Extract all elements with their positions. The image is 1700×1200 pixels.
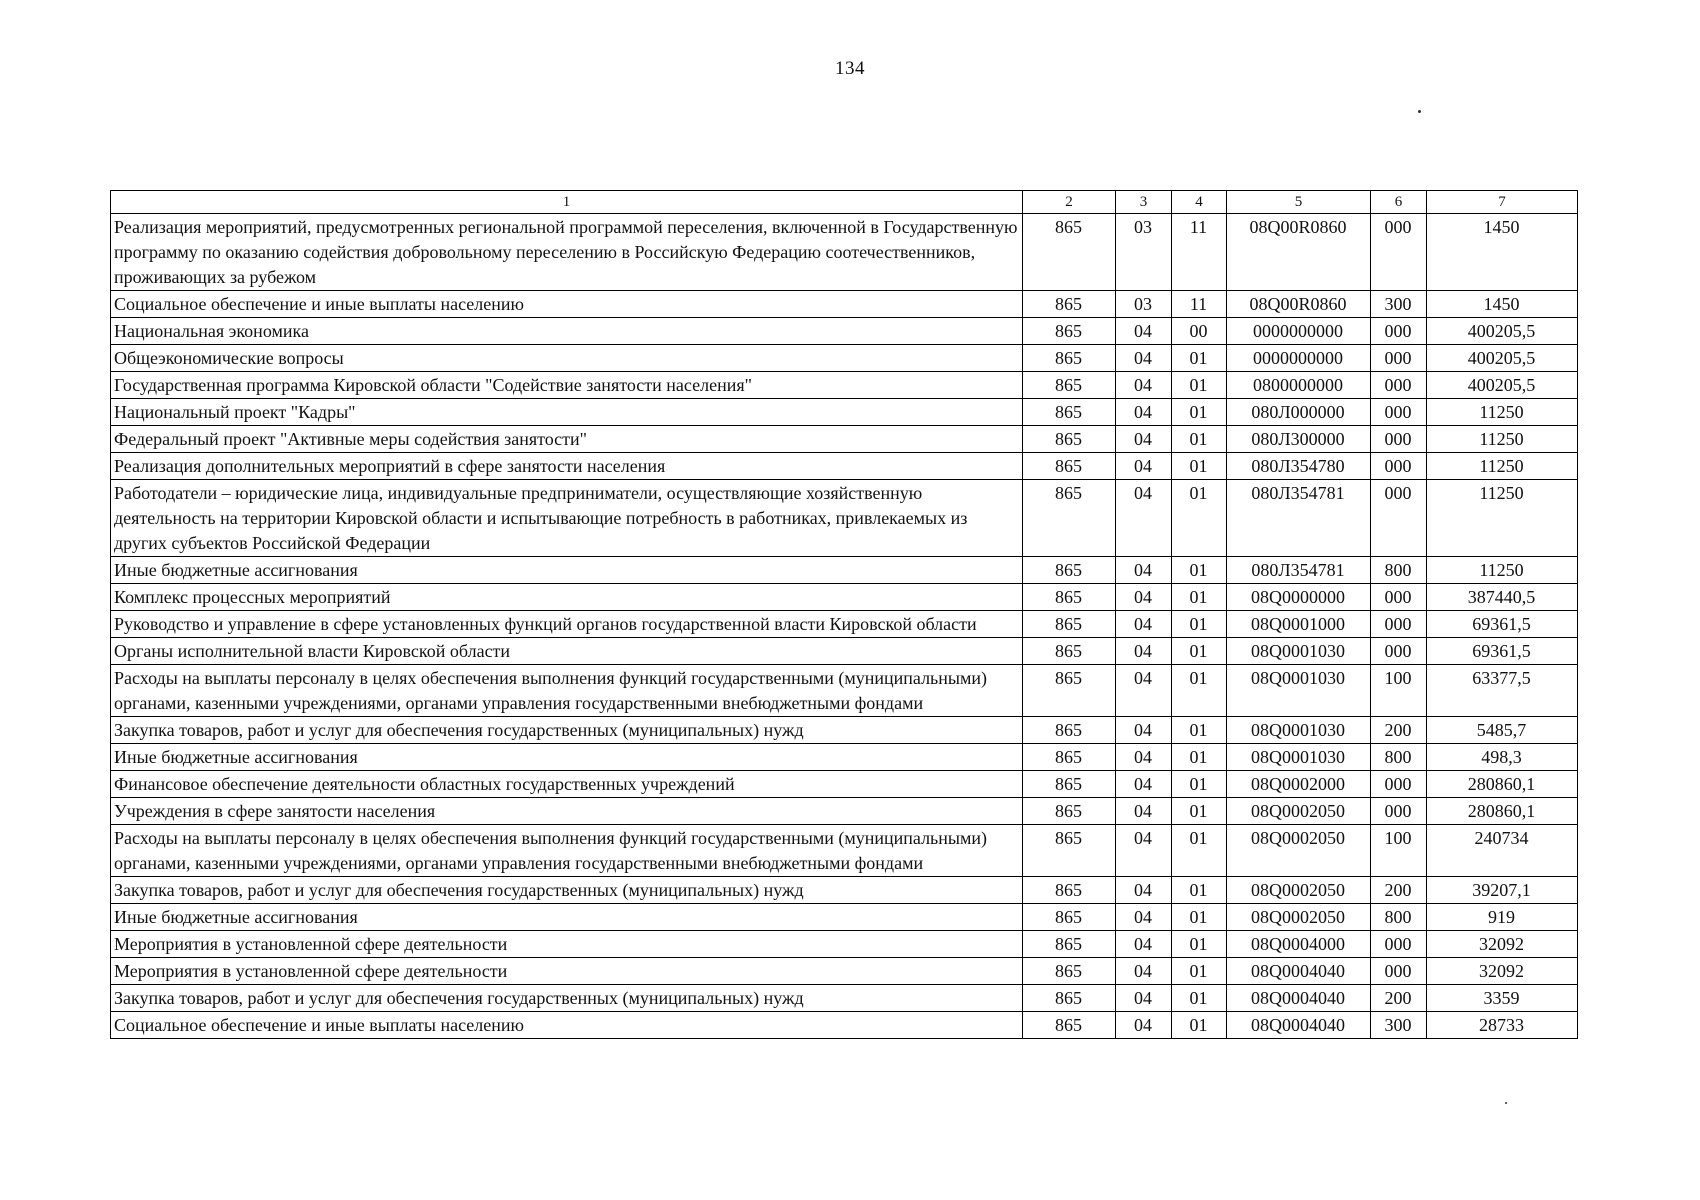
section-code-cell: 04 bbox=[1116, 958, 1172, 985]
expense-type-code-cell: 800 bbox=[1371, 557, 1427, 584]
amount-cell: 11250 bbox=[1427, 557, 1578, 584]
section-code-cell: 04 bbox=[1116, 453, 1172, 480]
table-row bbox=[111, 426, 1578, 453]
row-name-cell: Расходы на выплаты персоналу в целях обеспечения выполнения функций государственными (муниципальными) органами, казенными учреждениями, органами управления государственными внебюджетными фондами bbox=[111, 825, 1023, 877]
row-name-cell: Общеэкономические вопросы bbox=[111, 345, 1023, 372]
expense-type-code-cell: 800 bbox=[1371, 744, 1427, 771]
target-item-code-cell: 08Q0004000 bbox=[1227, 931, 1371, 958]
table-row bbox=[111, 399, 1578, 426]
table-row bbox=[111, 798, 1578, 825]
table-row bbox=[111, 372, 1578, 399]
amount-cell: 39207,1 bbox=[1427, 877, 1578, 904]
ministry-code-cell: 865 bbox=[1023, 1012, 1116, 1039]
target-item-code-cell: 08Q0004040 bbox=[1227, 1012, 1371, 1039]
row-name-cell: Мероприятия в установленной сфере деятельности bbox=[111, 958, 1023, 985]
section-code-cell: 04 bbox=[1116, 611, 1172, 638]
target-item-code-cell: 08Q0001030 bbox=[1227, 717, 1371, 744]
amount-cell: 1450 bbox=[1427, 214, 1578, 291]
amount-cell: 240734 bbox=[1427, 825, 1578, 877]
subsection-code-cell: 01 bbox=[1172, 771, 1227, 798]
row-name-cell: Работодатели – юридические лица, индивидуальные предприниматели, осуществляющие хозяйственную деятельность на территории Кировской области и испытывающие потребность в работниках, привлекаемых из других субъектов Российской Федерации bbox=[111, 480, 1023, 557]
subsection-code-cell: 01 bbox=[1172, 665, 1227, 717]
amount-cell: 280860,1 bbox=[1427, 798, 1578, 825]
row-name-cell: Иные бюджетные ассигнования bbox=[111, 557, 1023, 584]
row-name-cell: Федеральный проект "Активные меры содействия занятости" bbox=[111, 426, 1023, 453]
ministry-code-cell: 865 bbox=[1023, 877, 1116, 904]
target-item-code-cell: 08Q0002050 bbox=[1227, 825, 1371, 877]
amount-cell: 11250 bbox=[1427, 426, 1578, 453]
row-name-cell: Иные бюджетные ассигнования bbox=[111, 904, 1023, 931]
subsection-code-cell: 01 bbox=[1172, 638, 1227, 665]
table-row bbox=[111, 744, 1578, 771]
section-code-cell: 04 bbox=[1116, 985, 1172, 1012]
section-code-cell: 04 bbox=[1116, 584, 1172, 611]
scan-speck bbox=[1418, 110, 1421, 113]
table-row bbox=[111, 611, 1578, 638]
amount-cell: 11250 bbox=[1427, 399, 1578, 426]
subsection-code-cell: 01 bbox=[1172, 798, 1227, 825]
ministry-code-cell: 865 bbox=[1023, 798, 1116, 825]
target-item-code-cell: 08Q0004040 bbox=[1227, 985, 1371, 1012]
section-code-cell: 03 bbox=[1116, 291, 1172, 318]
subsection-code-cell: 01 bbox=[1172, 557, 1227, 584]
expense-type-code-cell: 000 bbox=[1371, 318, 1427, 345]
ministry-code-cell: 865 bbox=[1023, 480, 1116, 557]
subsection-code-cell: 01 bbox=[1172, 426, 1227, 453]
section-code-cell: 04 bbox=[1116, 480, 1172, 557]
subsection-code-cell: 11 bbox=[1172, 291, 1227, 318]
section-code-cell: 04 bbox=[1116, 557, 1172, 584]
target-item-code-cell: 08Q0004040 bbox=[1227, 958, 1371, 985]
table-row bbox=[111, 904, 1578, 931]
amount-cell: 69361,5 bbox=[1427, 638, 1578, 665]
amount-cell: 69361,5 bbox=[1427, 611, 1578, 638]
target-item-code-cell: 08Q0001030 bbox=[1227, 638, 1371, 665]
ministry-code-cell: 865 bbox=[1023, 717, 1116, 744]
amount-cell: 28733 bbox=[1427, 1012, 1578, 1039]
amount-cell: 387440,5 bbox=[1427, 584, 1578, 611]
expense-type-code-cell: 000 bbox=[1371, 584, 1427, 611]
row-name-cell: Социальное обеспечение и иные выплаты населению bbox=[111, 1012, 1023, 1039]
row-name-cell: Закупка товаров, работ и услуг для обеспечения государственных (муниципальных) нужд bbox=[111, 985, 1023, 1012]
expense-type-code-cell: 000 bbox=[1371, 958, 1427, 985]
page-number: 134 bbox=[835, 58, 865, 79]
expense-type-code-cell: 800 bbox=[1371, 904, 1427, 931]
target-item-code-cell: 080Л354781 bbox=[1227, 480, 1371, 557]
target-item-code-cell: 08Q0002050 bbox=[1227, 904, 1371, 931]
subsection-code-cell: 00 bbox=[1172, 318, 1227, 345]
section-code-cell: 04 bbox=[1116, 1012, 1172, 1039]
expense-type-code-cell: 100 bbox=[1371, 825, 1427, 877]
section-code-cell: 04 bbox=[1116, 798, 1172, 825]
target-item-code-cell: 0000000000 bbox=[1227, 345, 1371, 372]
amount-cell: 498,3 bbox=[1427, 744, 1578, 771]
row-name-cell: Учреждения в сфере занятости населения bbox=[111, 798, 1023, 825]
expense-type-code-cell: 200 bbox=[1371, 985, 1427, 1012]
ministry-code-cell: 865 bbox=[1023, 584, 1116, 611]
row-name-cell: Реализация дополнительных мероприятий в сфере занятости населения bbox=[111, 453, 1023, 480]
section-code-cell: 04 bbox=[1116, 717, 1172, 744]
ministry-code-cell: 865 bbox=[1023, 958, 1116, 985]
target-item-code-cell: 0800000000 bbox=[1227, 372, 1371, 399]
row-name-cell: Органы исполнительной власти Кировской области bbox=[111, 638, 1023, 665]
target-item-code-cell: 080Л354780 bbox=[1227, 453, 1371, 480]
expense-type-code-cell: 200 bbox=[1371, 717, 1427, 744]
row-name-cell: Закупка товаров, работ и услуг для обеспечения государственных (муниципальных) нужд bbox=[111, 717, 1023, 744]
ministry-code-cell: 865 bbox=[1023, 825, 1116, 877]
subsection-code-cell: 11 bbox=[1172, 214, 1227, 291]
table-row bbox=[111, 318, 1578, 345]
ministry-code-cell: 865 bbox=[1023, 291, 1116, 318]
table-row bbox=[111, 638, 1578, 665]
subsection-code-cell: 01 bbox=[1172, 480, 1227, 557]
expense-type-code-cell: 000 bbox=[1371, 931, 1427, 958]
table-row bbox=[111, 877, 1578, 904]
amount-cell: 32092 bbox=[1427, 958, 1578, 985]
subsection-code-cell: 01 bbox=[1172, 345, 1227, 372]
column-number-2: 2 bbox=[1023, 191, 1116, 214]
target-item-code-cell: 08Q0002000 bbox=[1227, 771, 1371, 798]
table-row bbox=[111, 825, 1578, 877]
subsection-code-cell: 01 bbox=[1172, 958, 1227, 985]
subsection-code-cell: 01 bbox=[1172, 584, 1227, 611]
table-row bbox=[111, 557, 1578, 584]
amount-cell: 63377,5 bbox=[1427, 665, 1578, 717]
subsection-code-cell: 01 bbox=[1172, 985, 1227, 1012]
expense-type-code-cell: 200 bbox=[1371, 877, 1427, 904]
subsection-code-cell: 01 bbox=[1172, 717, 1227, 744]
expense-type-code-cell: 000 bbox=[1371, 480, 1427, 557]
row-name-cell: Иные бюджетные ассигнования bbox=[111, 744, 1023, 771]
subsection-code-cell: 01 bbox=[1172, 904, 1227, 931]
target-item-code-cell: 08Q00R0860 bbox=[1227, 291, 1371, 318]
table-row bbox=[111, 665, 1578, 717]
table-row bbox=[111, 214, 1578, 291]
table-row bbox=[111, 1012, 1578, 1039]
expense-type-code-cell: 000 bbox=[1371, 771, 1427, 798]
expense-type-code-cell: 000 bbox=[1371, 638, 1427, 665]
row-name-cell: Руководство и управление в сфере установленных функций органов государственной власти Кировской области bbox=[111, 611, 1023, 638]
ministry-code-cell: 865 bbox=[1023, 771, 1116, 798]
ministry-code-cell: 865 bbox=[1023, 399, 1116, 426]
expense-type-code-cell: 000 bbox=[1371, 214, 1427, 291]
section-code-cell: 04 bbox=[1116, 318, 1172, 345]
table-row bbox=[111, 584, 1578, 611]
ministry-code-cell: 865 bbox=[1023, 318, 1116, 345]
amount-cell: 1450 bbox=[1427, 291, 1578, 318]
ministry-code-cell: 865 bbox=[1023, 931, 1116, 958]
subsection-code-cell: 01 bbox=[1172, 931, 1227, 958]
target-item-code-cell: 08Q0001000 bbox=[1227, 611, 1371, 638]
table-row bbox=[111, 958, 1578, 985]
amount-cell: 11250 bbox=[1427, 453, 1578, 480]
table-row bbox=[111, 717, 1578, 744]
column-number-header-row bbox=[111, 191, 1578, 214]
table-row bbox=[111, 771, 1578, 798]
target-item-code-cell: 0000000000 bbox=[1227, 318, 1371, 345]
table-row bbox=[111, 291, 1578, 318]
ministry-code-cell: 865 bbox=[1023, 611, 1116, 638]
target-item-code-cell: 08Q0000000 bbox=[1227, 584, 1371, 611]
section-code-cell: 04 bbox=[1116, 771, 1172, 798]
section-code-cell: 04 bbox=[1116, 638, 1172, 665]
ministry-code-cell: 865 bbox=[1023, 453, 1116, 480]
expense-type-code-cell: 000 bbox=[1371, 798, 1427, 825]
column-number-4: 4 bbox=[1172, 191, 1227, 214]
section-code-cell: 04 bbox=[1116, 744, 1172, 771]
table-body bbox=[111, 214, 1578, 1039]
subsection-code-cell: 01 bbox=[1172, 877, 1227, 904]
section-code-cell: 04 bbox=[1116, 904, 1172, 931]
section-code-cell: 04 bbox=[1116, 426, 1172, 453]
expense-type-code-cell: 000 bbox=[1371, 611, 1427, 638]
budget-table bbox=[110, 190, 1578, 1039]
target-item-code-cell: 080Л354781 bbox=[1227, 557, 1371, 584]
subsection-code-cell: 01 bbox=[1172, 744, 1227, 771]
amount-cell: 11250 bbox=[1427, 480, 1578, 557]
row-name-cell: Государственная программа Кировской области "Содействие занятости населения" bbox=[111, 372, 1023, 399]
section-code-cell: 04 bbox=[1116, 825, 1172, 877]
target-item-code-cell: 080Л000000 bbox=[1227, 399, 1371, 426]
amount-cell: 400205,5 bbox=[1427, 345, 1578, 372]
expense-type-code-cell: 000 bbox=[1371, 372, 1427, 399]
section-code-cell: 04 bbox=[1116, 665, 1172, 717]
ministry-code-cell: 865 bbox=[1023, 345, 1116, 372]
expense-type-code-cell: 000 bbox=[1371, 345, 1427, 372]
table-row bbox=[111, 931, 1578, 958]
ministry-code-cell: 865 bbox=[1023, 426, 1116, 453]
ministry-code-cell: 865 bbox=[1023, 214, 1116, 291]
target-item-code-cell: 08Q00R0860 bbox=[1227, 214, 1371, 291]
table-row bbox=[111, 345, 1578, 372]
section-code-cell: 04 bbox=[1116, 399, 1172, 426]
target-item-code-cell: 08Q0002050 bbox=[1227, 877, 1371, 904]
expense-type-code-cell: 300 bbox=[1371, 1012, 1427, 1039]
subsection-code-cell: 01 bbox=[1172, 825, 1227, 877]
column-number-5: 5 bbox=[1227, 191, 1371, 214]
row-name-cell: Мероприятия в установленной сфере деятельности bbox=[111, 931, 1023, 958]
ministry-code-cell: 865 bbox=[1023, 985, 1116, 1012]
expense-type-code-cell: 100 bbox=[1371, 665, 1427, 717]
scan-speck bbox=[1505, 1102, 1507, 1104]
table-row bbox=[111, 985, 1578, 1012]
target-item-code-cell: 080Л300000 bbox=[1227, 426, 1371, 453]
subsection-code-cell: 01 bbox=[1172, 611, 1227, 638]
ministry-code-cell: 865 bbox=[1023, 904, 1116, 931]
row-name-cell: Закупка товаров, работ и услуг для обеспечения государственных (муниципальных) нужд bbox=[111, 877, 1023, 904]
expense-type-code-cell: 000 bbox=[1371, 453, 1427, 480]
amount-cell: 5485,7 bbox=[1427, 717, 1578, 744]
expense-type-code-cell: 000 bbox=[1371, 426, 1427, 453]
row-name-cell: Социальное обеспечение и иные выплаты населению bbox=[111, 291, 1023, 318]
amount-cell: 3359 bbox=[1427, 985, 1578, 1012]
amount-cell: 32092 bbox=[1427, 931, 1578, 958]
column-number-7: 7 bbox=[1427, 191, 1578, 214]
target-item-code-cell: 08Q0001030 bbox=[1227, 665, 1371, 717]
row-name-cell: Национальный проект "Кадры" bbox=[111, 399, 1023, 426]
column-number-6: 6 bbox=[1371, 191, 1427, 214]
row-name-cell: Расходы на выплаты персоналу в целях обеспечения выполнения функций государственными (муниципальными) органами, казенными учреждениями, органами управления государственными внебюджетными фондами bbox=[111, 665, 1023, 717]
ministry-code-cell: 865 bbox=[1023, 372, 1116, 399]
ministry-code-cell: 865 bbox=[1023, 638, 1116, 665]
column-number-1: 1 bbox=[111, 191, 1023, 214]
section-code-cell: 04 bbox=[1116, 877, 1172, 904]
section-code-cell: 03 bbox=[1116, 214, 1172, 291]
subsection-code-cell: 01 bbox=[1172, 399, 1227, 426]
section-code-cell: 04 bbox=[1116, 372, 1172, 399]
ministry-code-cell: 865 bbox=[1023, 744, 1116, 771]
subsection-code-cell: 01 bbox=[1172, 453, 1227, 480]
ministry-code-cell: 865 bbox=[1023, 557, 1116, 584]
row-name-cell: Финансовое обеспечение деятельности областных государственных учреждений bbox=[111, 771, 1023, 798]
amount-cell: 919 bbox=[1427, 904, 1578, 931]
target-item-code-cell: 08Q0001030 bbox=[1227, 744, 1371, 771]
section-code-cell: 04 bbox=[1116, 931, 1172, 958]
row-name-cell: Национальная экономика bbox=[111, 318, 1023, 345]
expense-type-code-cell: 000 bbox=[1371, 399, 1427, 426]
section-code-cell: 04 bbox=[1116, 345, 1172, 372]
table-row bbox=[111, 453, 1578, 480]
subsection-code-cell: 01 bbox=[1172, 1012, 1227, 1039]
expense-type-code-cell: 300 bbox=[1371, 291, 1427, 318]
row-name-cell: Комплекс процессных мероприятий bbox=[111, 584, 1023, 611]
ministry-code-cell: 865 bbox=[1023, 665, 1116, 717]
row-name-cell: Реализация мероприятий, предусмотренных региональной программой переселения, включенной в Государственную программу по оказанию содействия добровольному переселению в Российскую Федерацию соотечественников, проживающих за рубежом bbox=[111, 214, 1023, 291]
amount-cell: 280860,1 bbox=[1427, 771, 1578, 798]
table-row bbox=[111, 480, 1578, 557]
subsection-code-cell: 01 bbox=[1172, 372, 1227, 399]
amount-cell: 400205,5 bbox=[1427, 318, 1578, 345]
target-item-code-cell: 08Q0002050 bbox=[1227, 798, 1371, 825]
amount-cell: 400205,5 bbox=[1427, 372, 1578, 399]
column-number-3: 3 bbox=[1116, 191, 1172, 214]
